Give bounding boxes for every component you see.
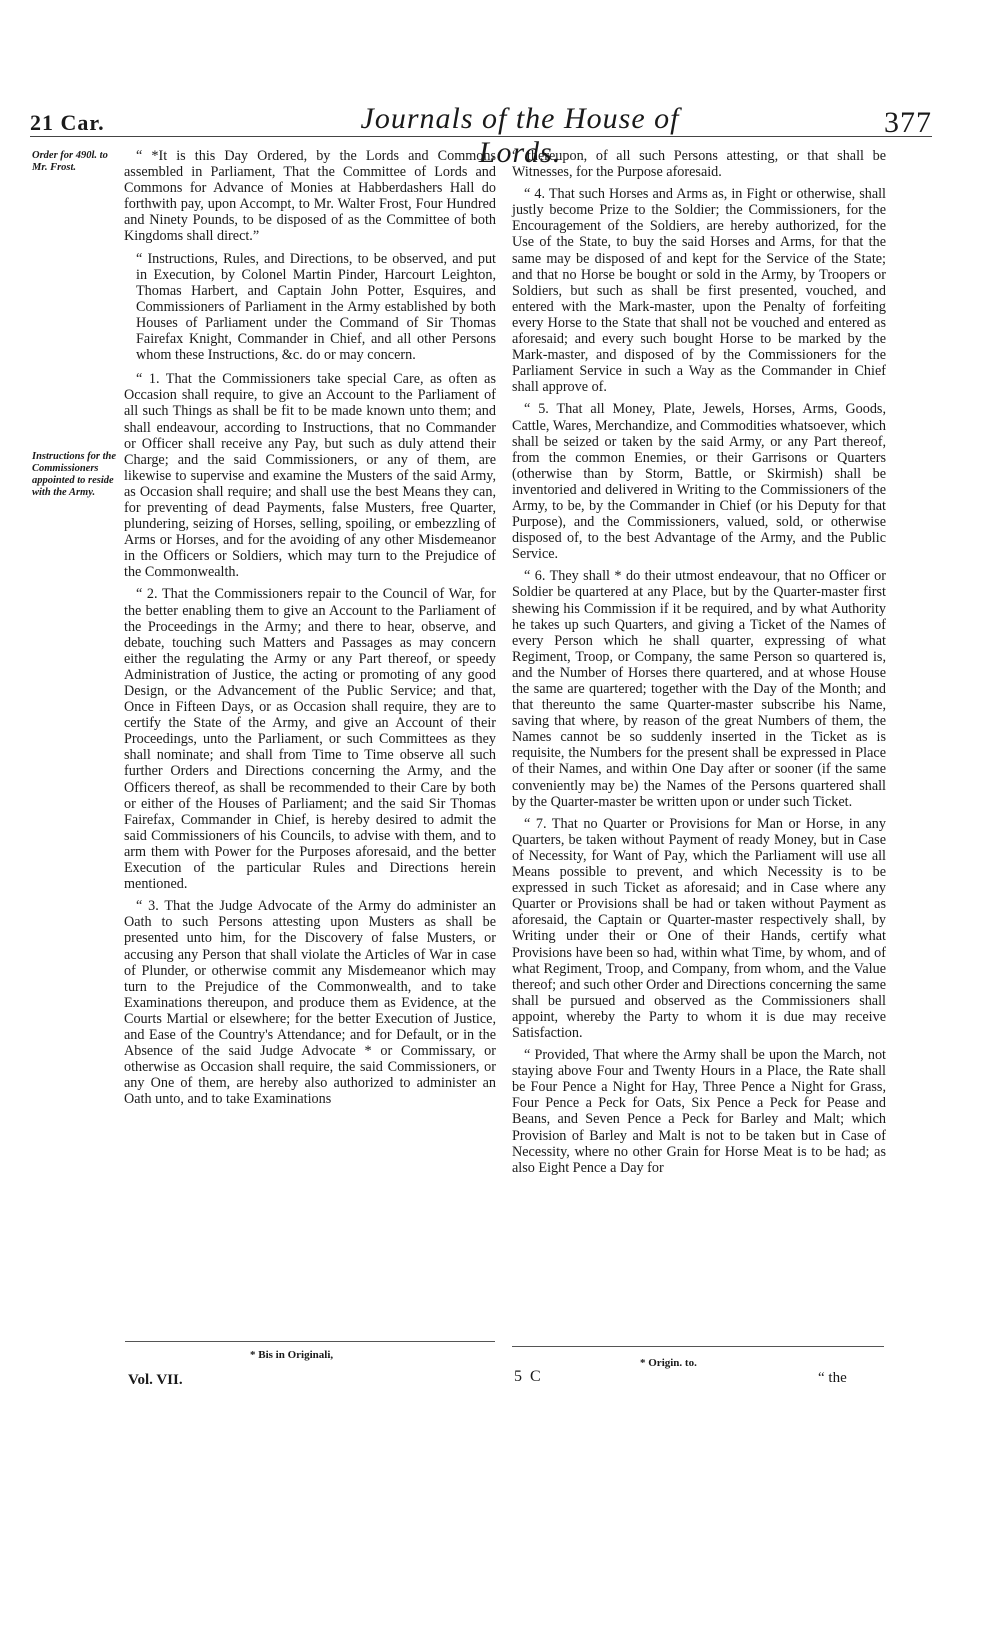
paragraph-article-3: “ 3. That the Judge Advocate of the Army do administer an Oath to such Persons attesting upon Musters as shall be presented unto him, for the Discovery of false Musters, or accusing any Person that shall violate the Articles of War in case of Plunder, or otherwise commit any Misdemeanor which may turn to the Prejudice of the Commonwealth, and to take Examinations thereupon, and produce them as Evidence, at the Courts Martial or elsewhere; for the better Execution of Justice, and Ease of the Country's Attendance; and for Default, or in the Absence of the said Judge Advocate * or Commissary, or otherwise as Occasion shall require, the said Commissioners, or any One of them, are hereby also authorized to administer an Oath unto, and to take Examinations	[124, 898, 496, 1108]
paragraph-article-5: “ 5. That all Money, Plate, Jewels, Horses, Arms, Goods, Cattle, Wares, Merchandize, and Commodities whatsoever, which shall be seized or taken by the said Army, or any Part thereof, from the common Enemies, or their Garrisons or Quarters (otherwise than by Storm, Battle, or Skirmish) shall be inventoried and delivered in Writing to the Commissioners of the Army, to be, by the Commander in Chief (or his Deputy for that Purpose), and the Commissioners, valued, sold, or otherwise disposed of, to the best Advantage of the Army, and the Public Service.	[512, 401, 886, 563]
footnote-rule-left	[125, 1341, 495, 1342]
footnote-left: * Bis in Originali,	[250, 1349, 334, 1361]
footnote-right: * Origin. to.	[640, 1357, 697, 1369]
paragraph-order: “ *It is this Day Ordered, by the Lords and Commons assembled in Parliament, That the Committee of Lords and Commons for Advance of Monies at Habberdashers Hall do forthwith pay, upon Accompt, to Mr. Walter Frost, Four Hundred and Ninety Pounds, to be disposed of as the Committee of both Kingdoms shall direct.”	[124, 148, 496, 245]
volume-mark: Vol. VII.	[128, 1372, 183, 1388]
margin-note-instructions: Instructions for the Commissioners appointed to reside with the Army.	[32, 451, 117, 498]
right-column	[512, 148, 886, 1182]
paragraph-article-1: “ 1. That the Commissioners take special Care, as often as Occasion shall require, to give an Account to the Parliament of all such Things as shall be fit to be made known unto them; and shall endeavour, according to Instructions, that no Commander or Officer shall receive any Pay, but such as duly attend their Charge; and the said Commissioners, or any of them, are likewise to supervise and examine the Musters of the said Army, as Occasion shall require; and shall use the best Means they can, for preventing of dead Payments, false Musters, free Quarter, plundering, seizing of Horses, selling, spoiling, or embezzling of Arms or Horses, and for the avoiding of any other Misdemeanor in the Officers or Soldiers, which may turn to the Prejudice of the Commonwealth.	[124, 371, 496, 581]
paragraph-continued: “ thereupon, of all such Persons attesting, or that shall be Witnesses, for the Purpose aforesaid.	[512, 148, 886, 181]
paragraph-article-2: “ 2. That the Commissioners repair to the Council of War, for the better enabling them to give an Account to the Parliament of the Proceedings in the Army; and there to hear, observe, and debate, touching such Matters and Passages as may concern either the regulating the Army or any Part thereof, or speedy Administration of Justice, the acting or promoting of any good Design, or the Advancement of the Public Service; and that, Once in Fifteen Days, or as Occasion shall require, they are to certify the State of the Army, and give an Account of their Proceedings, unto the Parliament, or such Committees as they shall nominate; and shall from Time to Time observe all such further Orders and Directions concerning the Army, and the Officers thereof, as shall be recommended to their Care by both or either of the Houses of Parliament; and the said Sir Thomas Fairefax, Commander in Chief, is hereby desired to admit the said Commissioners of his Councils, to advise with them, and to arm them with Power for the Purposes aforesaid, and the better Execution of the particular Rules and Directions herein mentioned.	[124, 586, 496, 893]
paragraph-proviso: “ Provided, That where the Army shall be upon the March, not staying above Four and Twenty Hours in a Place, the Rate shall be Four Pence a Night for Hay, Three Pence a Night for Grass, Four Pence a Peck for Oats, Six Pence a Peck for Pease and Beans, and Seven Pence a Peck for Barley and Malt; which Provision of Barley and Malt is not to be taken but in Case of Necessity, where no other Grain for Horse Meat is to be had; as also Eight Pence a Day for	[512, 1047, 886, 1176]
paragraph-article-7: “ 7. That no Quarter or Provisions for Man or Horse, in any Quarters, be taken without Payment of ready Money, but in Case of Necessity, for Want of Pay, which the Parliament will use all Means possible to prevent, and which Necessity is to be expressed in such Ticket as aforesaid; and in Case where any Quarter or Provisions shall be had or taken without Payment as aforesaid, the Captain or Quarter-master respectively shall, by Writing under their or One of their Hands, certify what Provisions have been so had, within what Time, by whom, and of what Regiment, Troop, and Company, from whom, and the Value thereof; and such other Order and Directions concerning the same shall be pursued and observed as the Commissioners shall appoint, whereby the Party to whom it is due may receive Satisfaction.	[512, 815, 886, 1041]
signature-mark: 5 C	[514, 1368, 543, 1385]
paragraph-article-6: “ 6. They shall * do their utmost endeavour, that no Officer or Soldier be quartered at any Place, but by the Quarter-master first shewing his Commission if it be required, and by what Authority he takes up such Quarters, and giving a Ticket of the Names of every Person which he shall quarter, expressing of what Regiment, Troop, or Company, the same Person so quartered is, and the Number of Horses there quartered, and at whose House the same are quartered; together with the Day of the Month; and that thereunto the same Quarter-master subscribe his Name, saving that where, by reason of the great Numbers of them, the Names cannot be so suddenly inserted in the Ticket as is requisite, the Numbers for the present shall be expressed in Place of their Names, and within One Day after or sooner (if the same conveniently may be) the Names of the Persons quartered shall by the Quarter-master be written upon or under such Ticket.	[512, 568, 886, 810]
left-column	[124, 148, 496, 1113]
page-number: 377	[884, 106, 932, 139]
footnote-rule-right	[512, 1346, 884, 1347]
paragraph-article-4: “ 4. That such Horses and Arms as, in Fight or otherwise, shall justly become Prize to the Soldier; the Commissioners, for the Encouragement of the Soldiers, are hereby authorized, for the Use of the State, to buy the said Horses and Arms, for that the same may be disposed of and kept for the Service of the State; and that no Horse be bought or sold in the Army, by Troopers or Soldiers, but such as shall be first presented, vouched, and entered with the Mark-master, upon the Penalty of forfeiting every Horse to the State that shall not be vouched and entered as aforesaid; and every such bought Horse to be marked by the Mark-master, and disposed of by the Commissioners for the Parliament Service in such a Way as the Commander in Chief shall approve of.	[512, 186, 886, 396]
regnal-year: 21 Car.	[30, 110, 105, 135]
journal-title: Journals of the House of Lords.	[360, 102, 680, 169]
header-rule	[30, 136, 932, 137]
catchword: “ the	[818, 1370, 847, 1386]
margin-note-order: Order for 490l. to Mr. Frost.	[32, 150, 108, 173]
paragraph-instructions-title: “ Instructions, Rules, and Directions, to be observed, and put in Execution, by Colonel Martin Pinder, Harcourt Leighton, Thomas Harbert, and Captain John Potter, Esquires, and Commissioners of Parliament in the Army established by both Houses of Parliament under the Command of Sir Thomas Fairefax Knight, Commander in Chief, and all other Persons whom these Instructions, &c. do or may concern.	[136, 250, 496, 364]
